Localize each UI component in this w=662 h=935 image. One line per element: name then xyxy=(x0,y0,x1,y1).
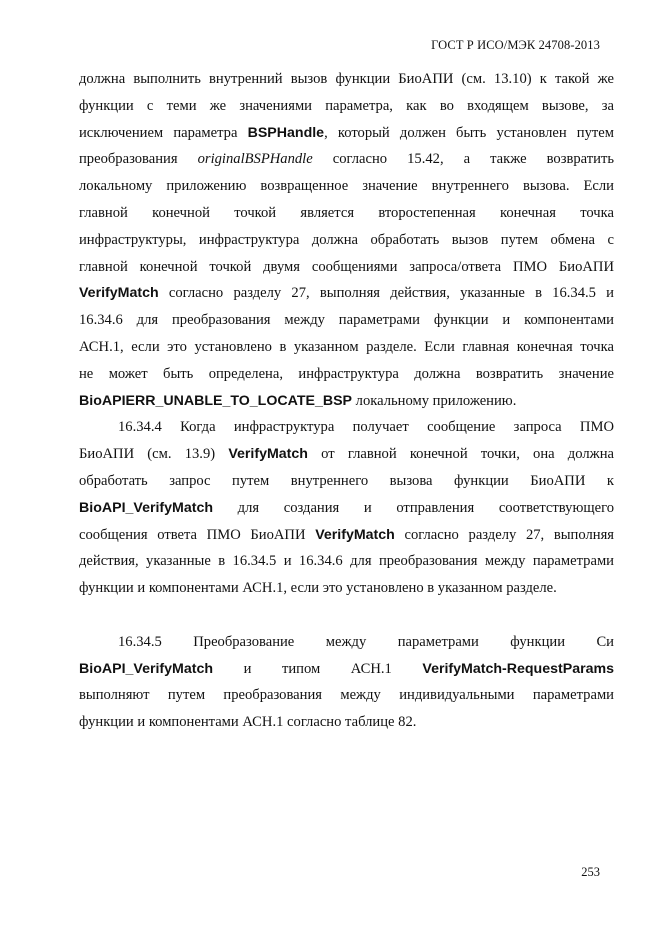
text-line: инфраструктуры, инфраструктура должна обработать вызов путем обмена с xyxy=(79,231,614,248)
document-header: ГОСТ Р ИСО/МЭК 24708-2013 xyxy=(431,38,600,52)
paragraph-start: 16.34.5 Преобразование между параметрами функции Си xyxy=(118,633,614,650)
function-name: BioAPI_VerifyMatch xyxy=(79,660,214,677)
text-line: должна выполнить внутренний вызов функции БиоАПИ (см. 13.10) к такой же xyxy=(79,71,614,87)
text-line: 16.34.6 для преобразования между параметрами функции и компонентами xyxy=(79,312,614,329)
text-line xyxy=(79,495,614,522)
text-run: для создания и отправления соответствующего xyxy=(213,499,614,516)
text-line xyxy=(79,388,614,415)
text-run: от главной конечной точки, она должна xyxy=(307,446,614,463)
text-run: согласно разделу 27, выполняя xyxy=(394,526,614,543)
text-run: , который должен быть установлен путем xyxy=(324,124,614,141)
error-code: BioAPIERR_UNABLE_TO_LOCATE_BSP xyxy=(79,392,353,409)
text-line: функции и компонентами АСН.1, если это установлено в указанном разделе. xyxy=(79,580,557,597)
text-line: локальному приложению возвращенное значение внутреннего вызова. Если xyxy=(79,178,614,195)
text-run: сообщения ответа ПМО БиоАПИ xyxy=(79,526,316,543)
text-run: исключением параметра xyxy=(79,124,248,141)
text-line: АСН.1, если это установлено в указанном разделе. Если главная конечная точка xyxy=(79,338,614,355)
text-line: действия, указанные в 16.34.5 и 16.34.6 для преобразования между параметрами xyxy=(79,553,614,570)
text-line xyxy=(79,441,614,468)
text-line xyxy=(79,120,614,147)
message-name: VerifyMatch xyxy=(228,446,308,463)
text-line xyxy=(79,656,614,683)
text-run: БиоАПИ (см. 13.9) xyxy=(79,446,229,463)
text-run: преобразования xyxy=(79,151,198,168)
text-line: функции и компонентами АСН.1 согласно таблице 82. xyxy=(79,714,417,731)
text-line: обработать запрос путем внутреннего вызова функции БиоАПИ к xyxy=(79,472,614,489)
text-line: выполняют путем преобразования между индивидуальными параметрами xyxy=(79,687,614,704)
message-name: VerifyMatch xyxy=(315,526,395,543)
text-run: согласно 15.42, а также возвратить xyxy=(312,151,614,168)
paragraph-start: 16.34.4 Когда инфраструктура получает сообщение запроса ПМО xyxy=(118,419,614,436)
type-name: VerifyMatch-RequestParams xyxy=(422,660,614,677)
text-line xyxy=(79,522,614,549)
text-line: главной конечной точкой двумя сообщениями запроса/ответа ПМО БиоАПИ xyxy=(79,258,614,275)
text-run: согласно разделу 27, выполняя действия, указанные в 16.34.5 и xyxy=(158,285,614,302)
text-line: главной конечной точкой является второстепенная конечная точка xyxy=(79,204,614,221)
text-line: функции с теми же значениями параметра, как во входящем вызове, за xyxy=(79,97,614,114)
page-number: 253 xyxy=(581,865,600,879)
function-name: BioAPI_VerifyMatch xyxy=(79,499,214,516)
text-line: не может быть определена, инфраструктура должна возвратить значение xyxy=(79,365,614,382)
text-run: и типом АСН.1 xyxy=(213,660,423,677)
body-text xyxy=(79,66,614,736)
parameter-name: BSPHandle xyxy=(247,124,325,141)
text-run: локальному приложению. xyxy=(352,392,517,409)
text-line xyxy=(79,146,614,173)
paragraph-gap xyxy=(79,602,614,629)
parameter-name: originalBSPHandle xyxy=(197,151,313,168)
message-name: VerifyMatch xyxy=(79,285,159,302)
text-line xyxy=(79,280,614,307)
